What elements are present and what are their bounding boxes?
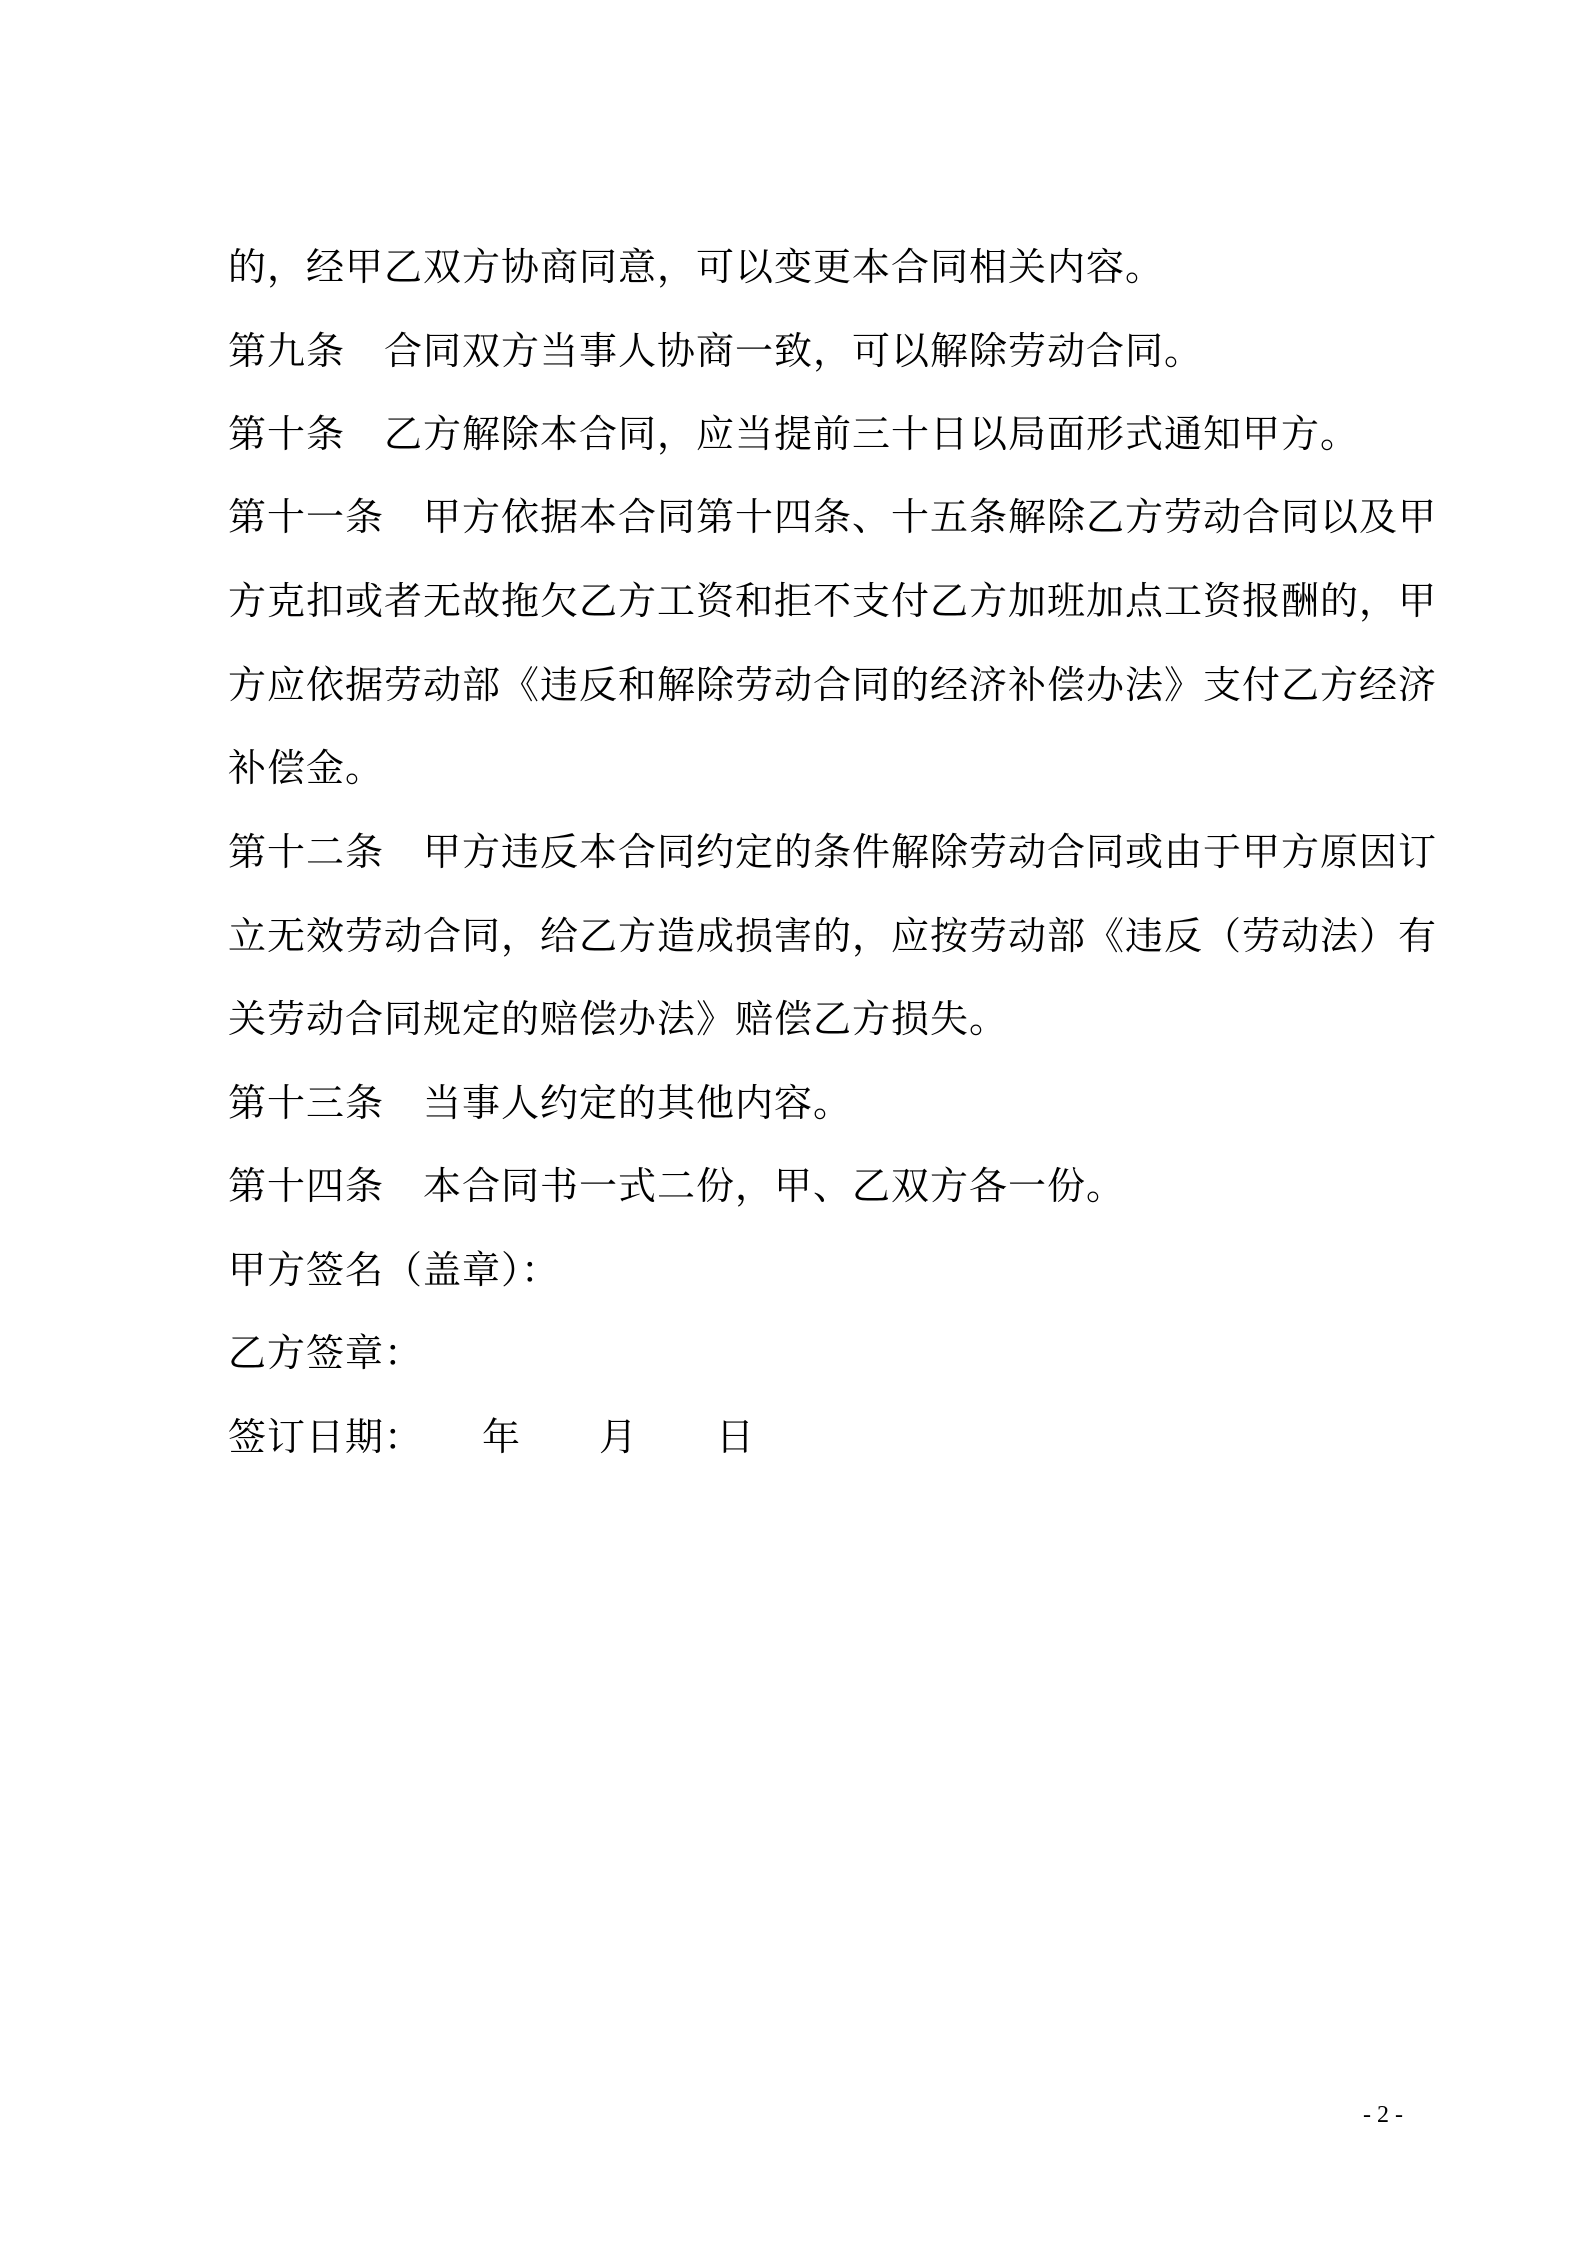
text-line: 关劳动合同规定的赔偿办法》赔偿乙方损失。 xyxy=(228,997,1009,1041)
text-line: 立无效劳动合同，给乙方造成损害的，应按劳动部《违反（劳动法）有 xyxy=(228,914,1438,958)
article-13: 第十三条 当事人约定的其他内容。 xyxy=(228,1081,853,1125)
article-11: 第十一条 甲方依据本合同第十四条、十五条解除乙方劳动合同以及甲 xyxy=(228,495,1438,539)
article-9: 第九条 合同双方当事人协商一致，可以解除劳动合同。 xyxy=(228,329,1204,373)
text-line: 补偿金。 xyxy=(228,746,385,790)
page-number: - 2 - xyxy=(1363,2102,1403,2128)
signing-date-label: 签订日期： 年 月 日 xyxy=(228,1415,756,1459)
text-line: 的，经甲乙双方协商同意，可以变更本合同相关内容。 xyxy=(228,245,1165,289)
party-b-signature-label: 乙方签章： xyxy=(228,1331,424,1375)
article-14: 第十四条 本合同书一式二份，甲、乙双方各一份。 xyxy=(228,1164,1126,1208)
article-12: 第十二条 甲方违反本合同约定的条件解除劳动合同或由于甲方原因订 xyxy=(228,830,1438,874)
text-line: 方克扣或者无故拖欠乙方工资和拒不支付乙方加班加点工资报酬的，甲 xyxy=(228,579,1438,623)
party-a-signature-label: 甲方签名（盖章）： xyxy=(228,1248,561,1292)
article-10: 第十条 乙方解除本合同，应当提前三十日以局面形式通知甲方。 xyxy=(228,412,1360,456)
text-line: 方应依据劳动部《违反和解除劳动合同的经济补偿办法》支付乙方经济 xyxy=(228,663,1438,707)
